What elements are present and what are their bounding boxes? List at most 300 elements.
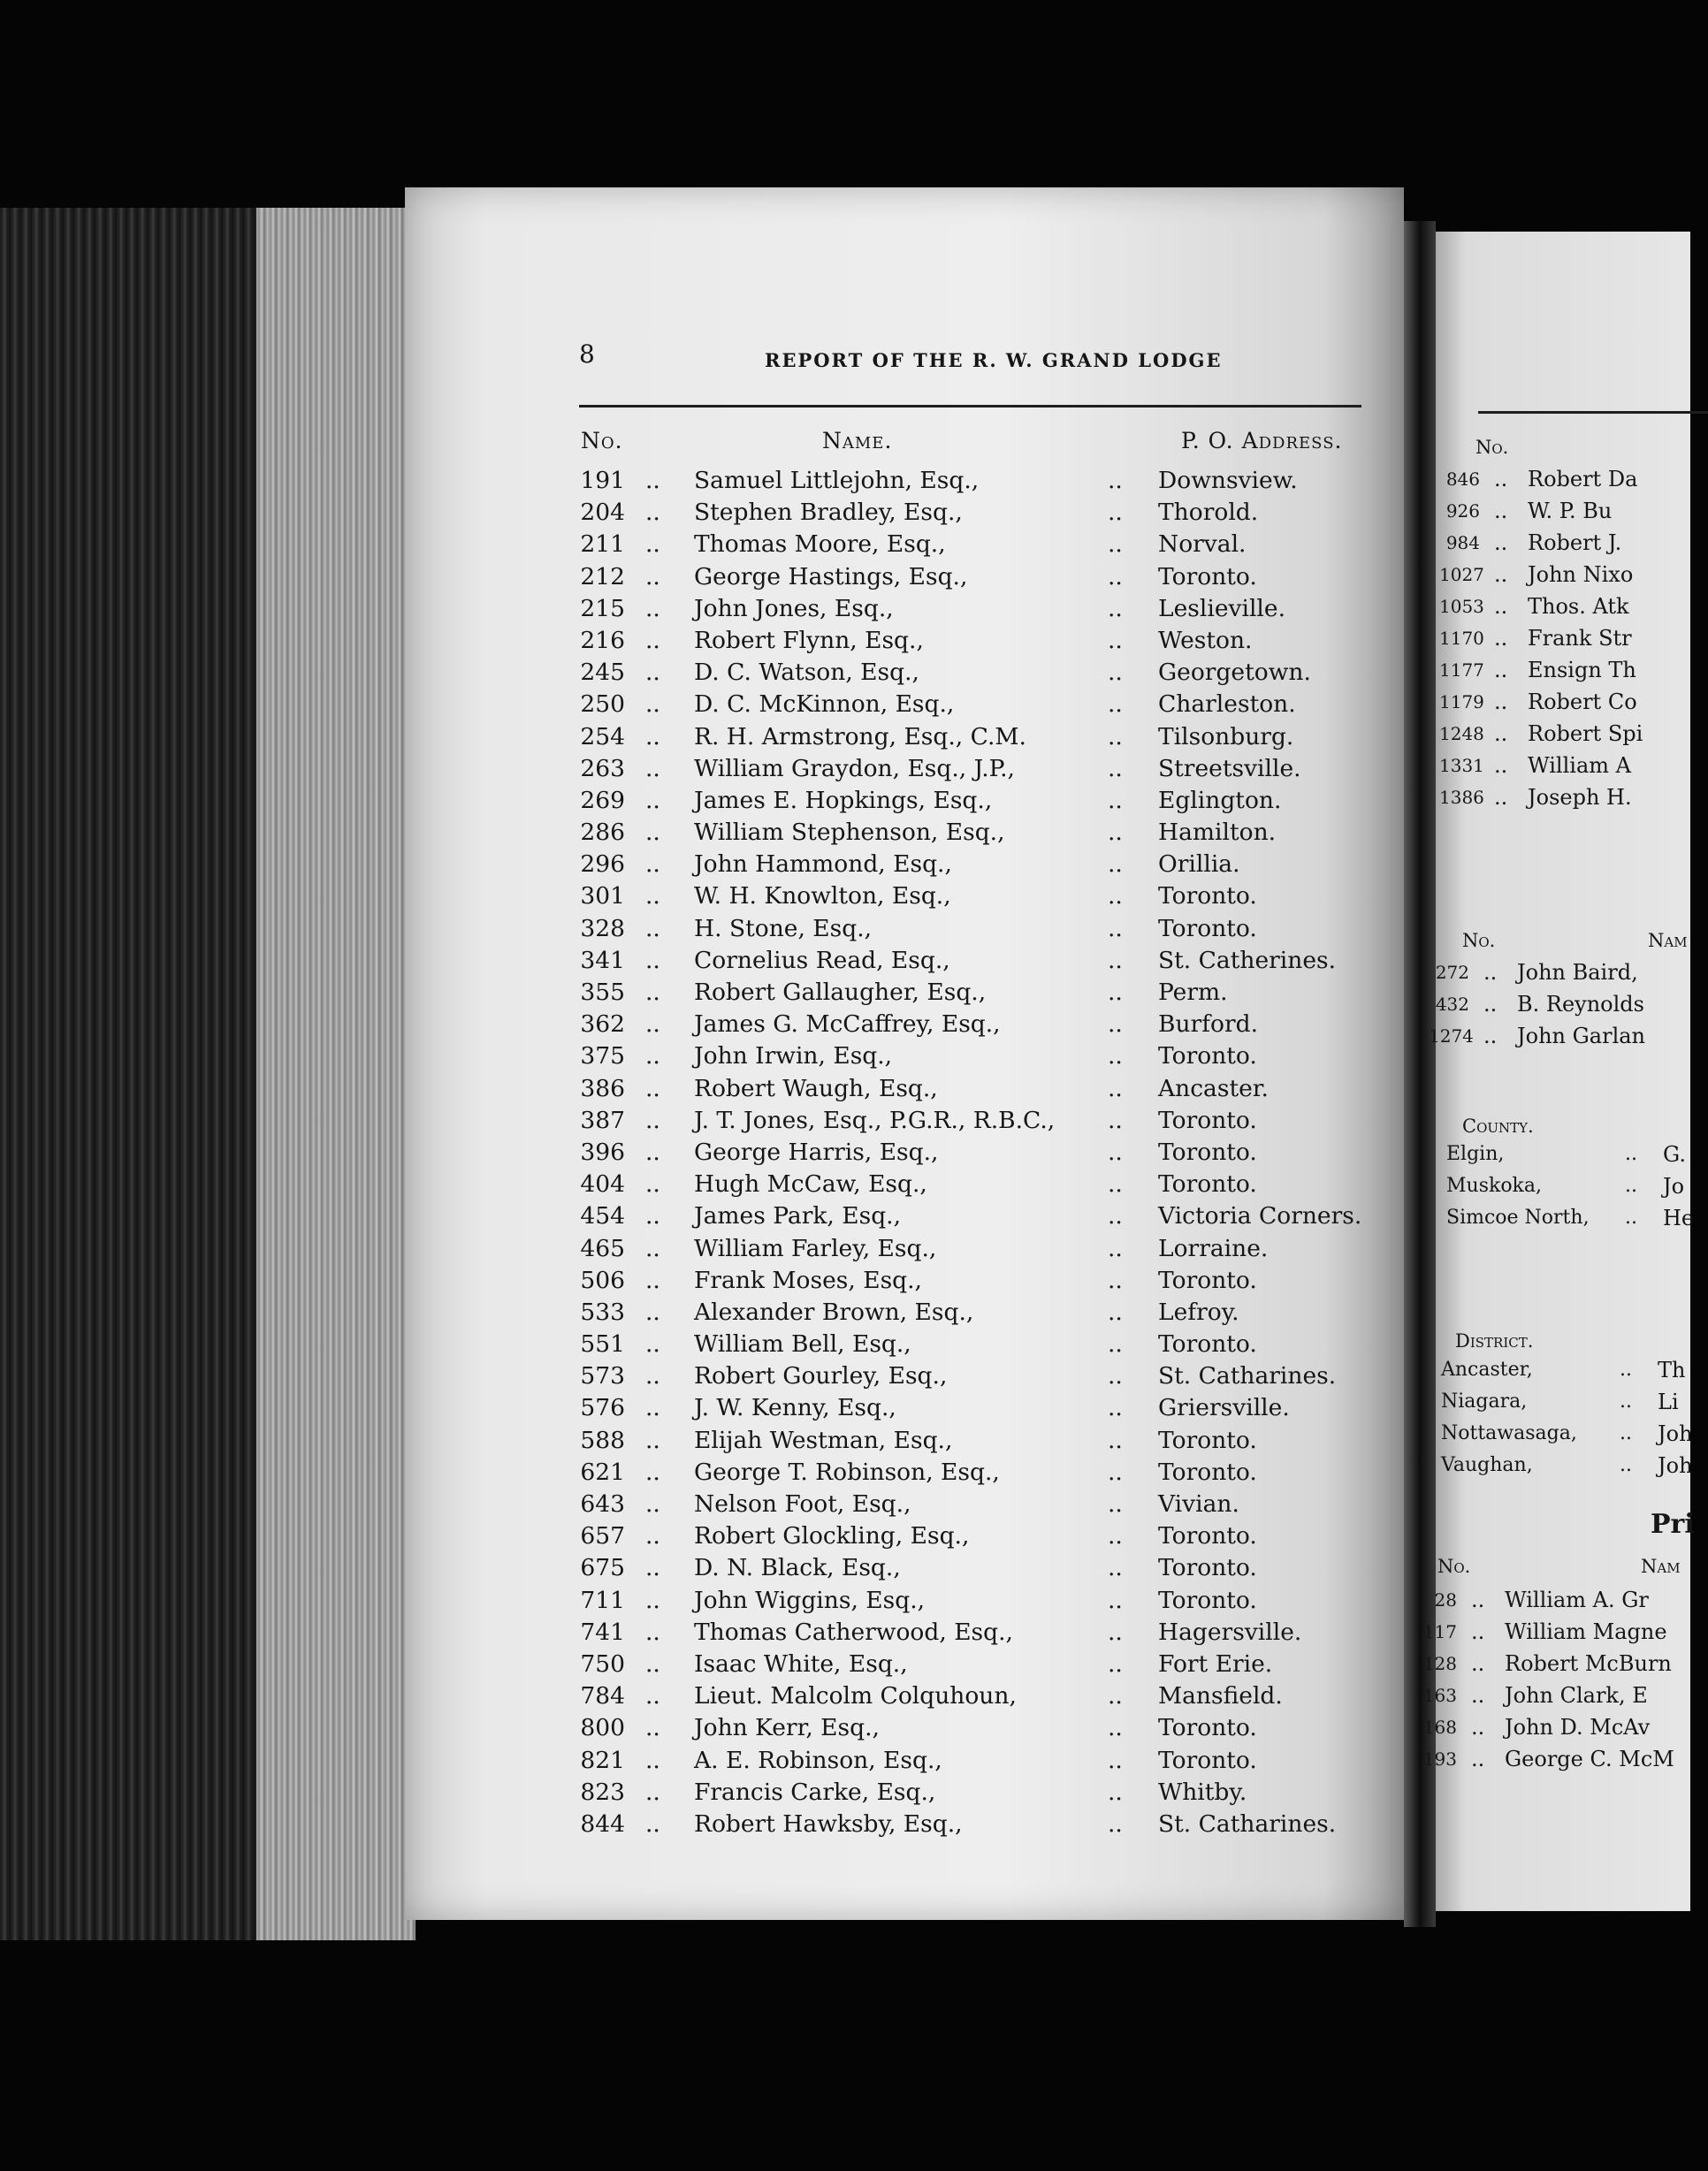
leader-dots: .. [1108,1618,1123,1646]
entry-name: George T. Robinson, Esq., [694,1458,1000,1486]
leader-dots: .. [645,1778,660,1806]
entry-number: 784 [580,1682,625,1710]
list-item [570,1425,1366,1457]
leader-dots: .. [645,1682,660,1710]
entry-address: Orillia. [1158,850,1240,879]
leader-dots: .. [1108,1330,1123,1359]
right-col-no-3: No. [1437,1556,1471,1577]
leader-dots: .. [1108,786,1123,814]
entry-number: 844 [580,1809,625,1838]
entry-name: John Nixo [1528,562,1634,587]
entry-number: 216 [580,626,625,654]
leader-dots: .. [1108,1234,1123,1262]
entry-name: Robert Waugh, Esq., [694,1074,938,1102]
entry-address: Toronto. [1158,1330,1257,1359]
entry-address: Toronto. [1158,1522,1257,1550]
leader-dots: .. [1108,754,1123,782]
leader-dots: .. [1625,1175,1637,1197]
entry-name: John Wiggins, Esq., [694,1586,926,1614]
entry-address: Toronto. [1158,1554,1257,1582]
entry-number: 301 [580,882,625,910]
entry-name: H. Stone, Esq., [694,914,873,942]
entry-name: James E. Hopkings, Esq., [694,786,993,814]
leader-dots: .. [1620,1422,1632,1444]
entry-address: Fort Erie. [1158,1649,1273,1678]
place-name: Simcoe North, [1446,1207,1590,1229]
entry-name: Robert Gallaugher, Esq., [694,979,987,1006]
leader-dots: .. [1471,1715,1485,1740]
leader-dots: .. [1108,1458,1123,1486]
leader-dots: .. [1494,721,1508,746]
entry-number: 465 [580,1234,625,1262]
entry-number: 272 [1435,962,1469,983]
list-item [570,913,1366,945]
entry-name: Ensign Th [1528,658,1636,682]
entry-address: Toronto. [1158,1458,1257,1486]
leader-dots: .. [1494,499,1508,523]
entry-address: Toronto. [1158,1138,1257,1166]
list-item [570,1200,1366,1232]
entry-name: G. [1663,1142,1686,1167]
right-col-no-2: No. [1462,930,1496,951]
entry-name: William Graydon, Esq., J.P., [694,754,1015,782]
entry-number: 432 [1435,994,1469,1015]
leader-dots: .. [1494,658,1508,682]
entry-name: W. H. Knowlton, Esq., [694,882,951,910]
entry-name: John Jones, Esq., [694,594,894,622]
leader-dots: .. [1108,1649,1123,1678]
leader-dots: .. [1494,467,1508,491]
leader-dots: .. [1471,1619,1485,1644]
list-item [570,1105,1366,1137]
leader-dots: .. [645,1746,660,1774]
entry-number: 1053 [1439,596,1484,617]
entry-name: John Clark, E [1505,1683,1648,1708]
entry-name: Hugh McCaw, Esq., [694,1170,927,1199]
list-item [570,1617,1366,1649]
entry-number: 375 [580,1042,625,1070]
entry-address: Hagersville. [1158,1618,1302,1646]
entry-address: Toronto. [1158,1042,1257,1070]
entry-name: R. H. Armstrong, Esq., C.M. [694,722,1026,750]
entry-name: Lieut. Malcolm Colquhoun, [694,1682,1017,1710]
leader-dots: .. [645,562,660,590]
entry-name: Francis Carke, Esq., [694,1778,936,1806]
list-item [570,1360,1366,1392]
list-item [570,1649,1366,1680]
list-item [570,1009,1366,1040]
entry-address: Toronto. [1158,562,1257,590]
list-item [570,465,1366,497]
entry-number: 269 [580,786,625,814]
list-item [570,1265,1366,1297]
entry-number: 250 [580,690,625,719]
leader-dots: .. [1494,562,1508,587]
entry-address: Weston. [1158,626,1253,654]
entry-number: 163 [1422,1685,1457,1706]
leader-dots: .. [1625,1143,1637,1165]
entry-name: A. E. Robinson, Esq., [694,1746,942,1774]
entry-address: Vivian. [1158,1490,1239,1518]
entry-name: Frank Moses, Esq., [694,1266,922,1294]
entry-number: 404 [580,1170,625,1199]
leader-dots: .. [645,1202,660,1230]
list-item [570,849,1366,880]
entry-name: Robert Spi [1528,721,1643,746]
entry-name: John Hammond, Esq., [694,850,952,879]
entry-number: 846 [1445,468,1480,490]
list-item [570,785,1366,817]
leader-dots: .. [1108,1138,1123,1166]
entry-address: Toronto. [1158,882,1257,910]
entry-number: 823 [580,1778,625,1806]
entry-name: William A [1528,753,1631,778]
entry-number: 191 [580,467,625,494]
entry-name: Cornelius Read, Esq., [694,946,950,974]
leader-dots: .. [645,1490,660,1518]
entry-number: 533 [580,1298,625,1326]
list-item [570,945,1366,977]
right-col-name-2: Nam [1648,930,1688,951]
list-item [570,1680,1366,1712]
entry-address: Perm. [1158,979,1228,1006]
entry-number: 28 [1434,1589,1457,1611]
entry-number: 286 [580,819,625,847]
list-item [570,1457,1366,1489]
list-item [570,1745,1366,1777]
entry-address: Lefroy. [1158,1298,1239,1326]
entry-name: B. Reynolds [1517,992,1644,1017]
list-item [570,1809,1366,1840]
entry-number: 355 [580,979,625,1006]
entry-name: George C. McM [1505,1747,1674,1771]
entry-number: 328 [580,914,625,942]
leader-dots: .. [645,1522,660,1550]
list-item [570,1777,1366,1809]
leader-dots: .. [1108,1490,1123,1518]
leader-dots: .. [645,819,660,847]
leader-dots: .. [645,659,660,687]
leader-dots: .. [645,1266,660,1294]
leader-dots: .. [1108,530,1123,559]
leader-dots: .. [645,1809,660,1838]
leader-dots: .. [645,1010,660,1039]
place-name: Niagara, [1441,1390,1528,1413]
leader-dots: .. [1108,1586,1123,1614]
entry-name: James G. McCaffrey, Esq., [694,1010,1001,1039]
leader-dots: .. [1108,594,1123,622]
entry-address: Tilsonburg. [1158,722,1294,750]
right-section-heading: Pri [1651,1509,1695,1540]
running-head: REPORT OF THE R. W. GRAND LODGE [765,349,1223,371]
leader-dots: .. [645,1074,660,1102]
leader-dots: .. [645,467,660,494]
entry-name: Joh [1658,1421,1693,1446]
entry-name: William Stephenson, Esq., [694,819,1005,847]
entry-name: Th [1658,1358,1686,1383]
entry-number: 741 [580,1618,625,1646]
entry-name: John Kerr, Esq., [694,1714,880,1742]
entry-number: 454 [580,1202,625,1230]
entry-name: Robert J. [1528,530,1622,555]
entry-name: D. C. McKinnon, Esq., [694,690,955,719]
leader-dots: .. [1108,1202,1123,1230]
entry-address: St. Catharines. [1158,1809,1337,1838]
leader-dots: .. [645,979,660,1006]
leader-dots: .. [1108,946,1123,974]
entry-name: J. W. Kenny, Esq., [694,1394,896,1422]
entry-number: 204 [580,499,625,527]
leader-dots: .. [1108,1298,1123,1326]
leader-dots: .. [1108,690,1123,719]
leader-dots: .. [1108,562,1123,590]
leader-dots: .. [645,1649,660,1678]
list-item [570,1137,1366,1169]
list-item [570,561,1366,593]
leader-dots: .. [645,1042,660,1070]
entry-address: Norval. [1158,530,1247,559]
leader-dots: .. [645,1426,660,1454]
leader-dots: .. [1108,722,1123,750]
entry-name: Joseph H. [1528,785,1632,810]
entry-number: 254 [580,722,625,750]
entry-name: Thomas Moore, Esq., [694,530,946,559]
entry-name: George Hastings, Esq., [694,562,968,590]
leader-dots: .. [1108,1682,1123,1710]
entry-name: Nelson Foot, Esq., [694,1490,911,1518]
leader-dots: .. [645,850,660,879]
entry-number: 984 [1445,532,1480,553]
leader-dots: .. [1108,819,1123,847]
leader-dots: .. [1108,1426,1123,1454]
list-item [570,529,1366,560]
leader-dots: .. [645,1298,660,1326]
list-item [570,1520,1366,1552]
entry-number: 387 [580,1106,625,1134]
entry-address: Downsview. [1158,467,1298,494]
entry-name: John Garlan [1517,1024,1646,1048]
list-item [570,657,1366,689]
list-item [570,689,1366,720]
list-item [570,1712,1366,1744]
leader-dots: .. [645,882,660,910]
entry-name: Isaac White, Esq., [694,1649,908,1678]
entry-number: 1331 [1439,755,1484,776]
leader-dots: .. [1108,914,1123,942]
entry-name: William Farley, Esq., [694,1234,937,1262]
entry-name: George Harris, Esq., [694,1138,939,1166]
leader-dots: .. [1108,1522,1123,1550]
entry-number: 1274 [1429,1025,1474,1047]
leader-dots: .. [645,530,660,559]
leader-dots: .. [1471,1588,1485,1612]
entry-number: 117 [1422,1621,1457,1642]
entry-number: 1179 [1439,691,1484,712]
entry-number: 1248 [1439,723,1484,744]
entry-number: 573 [580,1362,625,1390]
leader-dots: .. [1471,1683,1485,1708]
entry-address: Burford. [1158,1010,1259,1039]
entry-address: Toronto. [1158,1426,1257,1454]
list-item [570,1073,1366,1105]
entry-number: 396 [580,1138,625,1166]
entry-number: 128 [1422,1653,1457,1674]
leader-dots: .. [1108,850,1123,879]
entry-name: Robert Glockling, Esq., [694,1522,970,1550]
entry-name: John Irwin, Esq., [694,1042,893,1070]
entry-number: 1170 [1439,628,1484,649]
district-label: District. [1455,1330,1534,1352]
entry-address: Whitby. [1158,1778,1247,1806]
place-name: Elgin, [1446,1143,1505,1165]
entry-address: Victoria Corners. [1158,1202,1362,1230]
leader-dots: .. [645,1554,660,1582]
entry-name: D. C. Watson, Esq., [694,659,919,687]
entry-address: Mansfield. [1158,1682,1283,1710]
list-item [570,593,1366,625]
leader-dots: .. [645,1394,660,1422]
leader-dots: .. [1471,1651,1485,1676]
entry-number: 211 [580,530,625,559]
leader-dots: .. [1494,626,1508,651]
place-name: Muskoka, [1446,1175,1543,1197]
list-item [570,497,1366,529]
leader-dots: .. [1108,1714,1123,1742]
list-item [570,1169,1366,1200]
entry-name: Alexander Brown, Esq., [694,1298,974,1326]
entry-address: St. Catharines. [1158,1362,1337,1390]
leader-dots: .. [1108,659,1123,687]
leader-dots: .. [1108,1746,1123,1774]
column-header-address: P. O. Address. [1181,428,1343,453]
entry-name: Thos. Atk [1528,594,1629,619]
leader-dots: .. [645,1106,660,1134]
list-item [570,1233,1366,1265]
entry-name: John Baird, [1517,960,1638,985]
leader-dots: .. [1494,594,1508,619]
leader-dots: .. [1108,1170,1123,1199]
entry-address: Charleston. [1158,690,1296,719]
county-label: County. [1462,1116,1534,1137]
leader-dots: .. [1620,1454,1632,1476]
entry-name: William A. Gr [1505,1588,1649,1612]
leader-dots: .. [645,1458,660,1486]
entry-number: 657 [580,1522,625,1550]
entry-name: John D. McAv [1505,1715,1651,1740]
entry-number: 1027 [1439,564,1484,585]
leader-dots: .. [1108,1778,1123,1806]
entry-name: D. N. Black, Esq., [694,1554,901,1582]
entry-name: Robert Flynn, Esq., [694,626,924,654]
entry-number: 711 [580,1586,625,1614]
entry-name: Robert McBurn [1505,1651,1672,1676]
place-name: Ancaster, [1441,1359,1533,1381]
entry-address: Toronto. [1158,1746,1257,1774]
leader-dots: .. [1108,1554,1123,1582]
leader-dots: .. [645,1138,660,1166]
entry-number: 800 [580,1714,625,1742]
entry-address: Ancaster. [1158,1074,1269,1102]
entry-number: 263 [580,754,625,782]
entry-name: He [1663,1206,1695,1230]
entry-number: 341 [580,946,625,974]
list-item [570,753,1366,785]
entry-address: Lorraine. [1158,1234,1269,1262]
entry-address: Toronto. [1158,1714,1257,1742]
leader-dots: .. [645,914,660,942]
leader-dots: .. [1620,1390,1632,1413]
leader-dots: .. [1620,1359,1632,1381]
member-list [570,465,1366,1840]
entry-number: 386 [580,1074,625,1102]
list-item [570,1552,1366,1584]
list-item [570,1392,1366,1424]
leader-dots: .. [1471,1747,1485,1771]
leader-dots: .. [645,1714,660,1742]
leader-dots: .. [1108,979,1123,1006]
column-header-name: Name. [822,428,893,453]
leader-dots: .. [1108,467,1123,494]
entry-number: 362 [580,1010,625,1039]
leader-dots: .. [645,1618,660,1646]
entry-number: 643 [580,1490,625,1518]
entry-address: Toronto. [1158,1170,1257,1199]
list-item [570,625,1366,657]
entry-number: 1177 [1439,659,1484,681]
leader-dots: .. [645,1586,660,1614]
entry-number: 215 [580,594,625,622]
leader-dots: .. [1108,1362,1123,1390]
entry-name: William Bell, Esq., [694,1330,911,1359]
entry-name: Elijah Westman, Esq., [694,1426,953,1454]
entry-address: Toronto. [1158,1586,1257,1614]
leader-dots: .. [645,626,660,654]
entry-number: 193 [1422,1748,1457,1770]
leader-dots: .. [645,722,660,750]
entry-name: Robert Da [1528,467,1638,491]
list-item [570,880,1366,912]
entry-number: 821 [580,1746,625,1774]
entry-name: Robert Co [1528,689,1637,714]
right-header-rule [1478,411,1708,414]
leader-dots: .. [1108,1074,1123,1102]
entry-number: 212 [580,562,625,590]
leader-dots: .. [1108,882,1123,910]
entry-address: Toronto. [1158,1266,1257,1294]
page-number: 8 [579,339,595,369]
entry-address: Thorold. [1158,499,1259,527]
entry-name: James Park, Esq., [694,1202,902,1230]
entry-name: Samuel Littlejohn, Esq., [694,467,980,494]
entry-number: 506 [580,1266,625,1294]
entry-number: 168 [1422,1717,1457,1738]
entry-name: William Magne [1505,1619,1667,1644]
leader-dots: .. [1625,1207,1637,1229]
place-name: Vaughan, [1441,1454,1533,1476]
column-header-no: No. [581,428,623,453]
entry-address: Toronto. [1158,914,1257,942]
leader-dots: .. [1494,785,1508,810]
entry-number: 621 [580,1458,625,1486]
entry-name: J. T. Jones, Esq., P.G.R., R.B.C., [694,1106,1056,1134]
entry-address: Streetsville. [1158,754,1301,782]
entry-name: W. P. Bu [1528,499,1613,523]
entry-address: Griersville. [1158,1394,1290,1422]
leader-dots: .. [645,690,660,719]
entry-address: Eglington. [1158,786,1282,814]
entry-number: 750 [580,1649,625,1678]
list-item [570,1329,1366,1360]
